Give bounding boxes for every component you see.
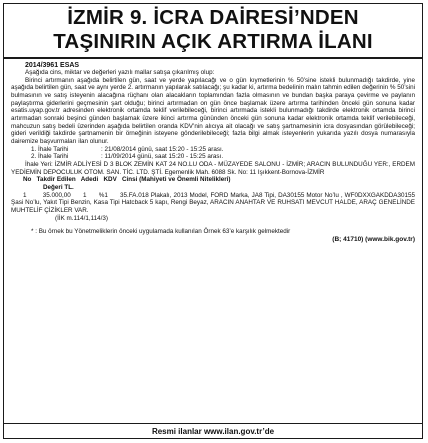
auction-date-2-label: 2. İhale Tarihi [31,153,69,161]
footer-text: Resmi ilanlar www.ilan.gov.tr’de [151,427,275,436]
legal-reference: (İİK m.114/1,114/3) [55,214,108,222]
announcement-title-line-1: İZMİR 9. İCRA DAİRESİ’NDEN [67,6,359,29]
auction-location: İhale Yeri: İZMİR ADLİYESİ D 3 BLOK ZEMİN KAT 24 NO.LU ODA - MÜZAYEDE SALONU - İZMİR; ARACIN BULUNDUĞU YER:, ERDEM YEDİEMİN DEPOCULUK OTOM. SAN. TİC. LTD. ŞTİ. Egemenlik Mah. 6088 Sk. No: 11 Işıkkent-Bornova-İZMİR [11,161,415,176]
auction-date-1-value: : 21/08/2014 günü, saat 15:20 - 15:25 arası. [101,145,224,153]
table-header: No Takdir Edilen Adedi KDV Cinsi (Mahiyeti ve Önemli Nitelikleri) [23,176,231,184]
publication-id: (B; 41710) (www.bik.gov.tr) [332,235,415,243]
case-number: 2014/3961 ESAS [25,61,80,69]
lead-sentence: Aşağıda cins, miktar ve değerleri yazılı mallar satışa çıkarılmış olup: [25,69,215,77]
announcement-body [4,59,422,244]
footnote: * : Bu örnek bu Yönetmeliklerin önceki uygulamada kullanılan Örnek 63’e karşılık gelmektedir [31,228,291,236]
auction-date-2 [11,153,415,161]
announcement-frame [3,3,423,439]
auction-date-2-value: : 11/09/2014 günü, saat 15:20 - 15:25 arası. [101,153,224,161]
footer-divider [4,423,422,425]
main-paragraph: Birinci artırmanın aşağıda belirtilen gün, saat ve yerde yapılacağı ve o gün kıymetlerinin % 50’sine istekli bulunmadığı takdirde, yine aşağıda belirtilen gün, saat ve aynı yerde 2. artırmanın yapılarak satılacağı; şu kadar ki, artırma bedelinin malın tahmin edilen değerinin % 50’sini bulmasının ve satış isteyenin alacağına rüçhanı olan alacakların toplamından fazla olmasının ve bundan başka paraya çevirme ve paylanın paylaştırma giderlerini geçmesinin şart olduğu; birinci artırmadan on gün önce başlamak üzere artırma tarihinden önceki gün sonuna kadar esatis.uyap.gov.tr adresinden elektronik ortamda teklif verilebileceği, birinci artırmada istekli bulunmadığı takdirde elektronik ortamda birinci artırmadan sonraki beşinci günden başlamak üzere ikinci artırma gününden önceki gün sonuna kadar elektronik ortamda teklif verilebileceği, mahcuzun satış bedeli üzerinden aşağıda belirtilen oranda KDV’nin alıcıya ait olacağı ve satış şartnamesinin icra dosyasından görülebileceği; gideri verildiği takdirde şartnamenin bir örneğinin isteyene gönderilebileceği; fazla bilgi almak isteyenlerin yukarıda yazılı dosya numarasıyla dairemize başvurmaları ilan olunur. [11,76,415,146]
announcement-title-line-2: TAŞINIRIN AÇIK ARTIRMA İLANI [53,30,373,53]
auction-date-1 [11,146,415,154]
auction-date-1-label: 1. İhale Tarihi [31,145,69,153]
table-header-subline: Değeri TL. [43,184,74,191]
table-row: 1 35.000,00 1 %1 35.FA.018 Plakalı, 2013 Model, FORD Marka, JA8 Tipi, DA30155 Motor No’lu , WF0DXXGAKDDA30155 Şasi No’lu, Yakıt Tipi Benzin, Kasa Tipi Hatcback 5 kapı, Rengi Beyaz, ARACIN ANAHTAR VE RUHSATI MEVCUT HALDE, ARAÇ GENELİNDE MUHTELİF ÇİZİKLER VAR. [11,191,417,214]
